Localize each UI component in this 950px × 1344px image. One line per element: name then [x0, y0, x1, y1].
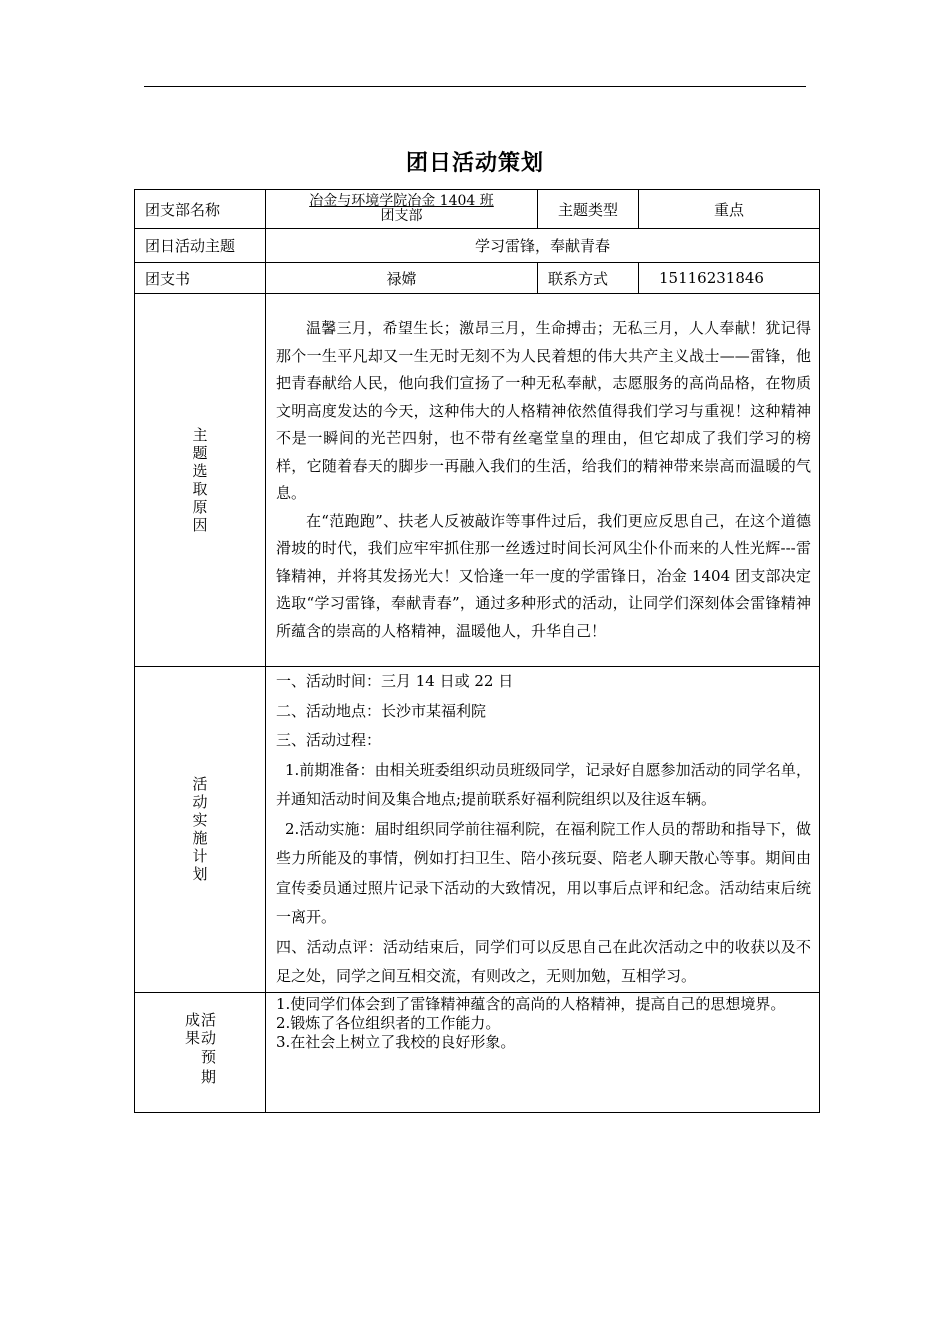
- row-theme: [135, 229, 820, 263]
- secretary-label: 团支书: [135, 263, 266, 294]
- contact-label: 联系方式: [538, 263, 639, 294]
- expect-label-char: 果: [185, 1028, 201, 1047]
- expect-label-char: 动: [201, 1028, 217, 1047]
- unit-value-line1: 冶金与环境学院冶金 1404 班: [309, 193, 494, 209]
- plan-step-2: 2.活动实施：届时组织同学前往福利院，在福利院工作人员的帮助和指导下，做些力所能及的事情，例如打扫卫生、陪小孩玩耍、陪老人聊天散心等事。期间由宣传委员通过照片记录下活动的大致情况，用以事后点评和纪念。活动结束后统一离开。: [276, 819, 811, 926]
- type-label: 主题类型: [538, 190, 639, 229]
- row-expect: [135, 992, 820, 1112]
- plan-label-char: 活: [192, 775, 208, 794]
- unit-label: 团支部名称: [135, 190, 266, 229]
- type-value: 重点: [639, 190, 820, 229]
- plan-label-char: 施: [192, 829, 208, 848]
- reason-paragraph-2: 在“范跑跑”、扶老人反被敲诈等事件过后，我们更应反思自己，在这个道德滑坡的时代，我们应牢牢抓住那一丝透过时间长河风尘仆仆而来的人性光辉---雷锋精神，并将其发扬光大！又恰逢一年一度的学雷锋日，冶金 1404 团支部决定选取“学习雷锋，奉献青春”，通过多种形式的活动，让同学们深刻体会雷锋精神所蕴含的崇高的人格精神，温暖他人，升华自己！: [276, 511, 811, 640]
- plan-label-char: 计: [192, 847, 208, 866]
- plan-process: 三、活动过程：: [276, 731, 382, 749]
- reason-label-char: 选: [192, 462, 208, 480]
- expect-item: 3.在社会上树立了我校的良好形象。: [276, 1032, 516, 1051]
- theme-label: 团日活动主题: [135, 229, 266, 263]
- expect-label-char: 预: [201, 1047, 217, 1066]
- theme-value: 学习雷锋，奉献青春: [266, 229, 820, 263]
- plan-place: 二、活动地点：长沙市某福利院: [276, 701, 487, 720]
- expect-item: 1.使同学们体会到了雷锋精神蕴含的高尚的人格精神，提高自己的思想境界。: [276, 994, 786, 1013]
- reason-paragraph-1: 温馨三月，希望生长；激昂三月，生命搏击；无私三月，人人奉献！犹记得那个一生平凡却又一生无时无刻不为人民着想的伟大共产主义战士——雷锋，他把青春献给人民，他向我们宣扬了一种无私奉献，志愿服务的高尚品格，在物质文明高度发达的今天，这种伟大的人格精神依然值得我们学习与重视！这种精神不是一瞬间的光芒四射，也不带有丝毫堂皇的理由，但它却成了我们学习的榜样，它随着春天的脚步一再融入我们的生活，给我们的精神带来崇高而温暖的气息。: [276, 319, 811, 502]
- plan-label-char: 动: [192, 793, 208, 812]
- expect-label-char: 期: [201, 1067, 217, 1086]
- reason-label: [135, 294, 266, 667]
- reason-label-char: 取: [192, 480, 208, 498]
- unit-value: [266, 190, 538, 229]
- row-plan: [135, 667, 820, 993]
- plan-time: 一、活动时间：三月 14 日或 22 日: [276, 672, 514, 690]
- expect-label: [135, 992, 266, 1112]
- reason-label-char: 原: [192, 498, 208, 516]
- header-rule: [144, 86, 806, 87]
- expect-item: 2.锻炼了各位组织者的工作能力。: [276, 1013, 501, 1032]
- plan-table: [134, 189, 820, 1113]
- secretary-value: 禄嫦: [266, 263, 538, 294]
- reason-label-char: 因: [192, 516, 208, 534]
- page-title: 团日活动策划: [405, 151, 544, 176]
- plan-label: [135, 667, 266, 993]
- row-reason: [135, 294, 820, 667]
- row-unit: [135, 190, 820, 229]
- expect-content: [266, 992, 820, 1112]
- expect-label-char: 活: [201, 1010, 217, 1029]
- plan-review: 四、活动点评：活动结束后，同学们可以反思自己在此次活动之中的收获以及不足之处，同学之间互相交流，有则改之，无则加勉，互相学习。: [276, 937, 811, 985]
- plan-label-char: 实: [192, 811, 208, 830]
- plan-step-1: 1.前期准备：由相关班委组织动员班级同学，记录好自愿参加活动的同学名单，并通知活动时间及集合地点;提前联系好福利院组织以及往返车辆。: [276, 760, 811, 808]
- reason-content: [266, 294, 820, 667]
- expect-label-char: 成: [185, 1010, 201, 1029]
- contact-value: 15116231846: [639, 263, 820, 294]
- plan-content: [266, 667, 820, 993]
- reason-label-char: 题: [192, 444, 208, 462]
- unit-value-line2: 团支部: [380, 208, 423, 224]
- row-secretary: [135, 263, 820, 294]
- reason-label-char: 主: [192, 426, 208, 444]
- plan-label-char: 划: [192, 865, 208, 884]
